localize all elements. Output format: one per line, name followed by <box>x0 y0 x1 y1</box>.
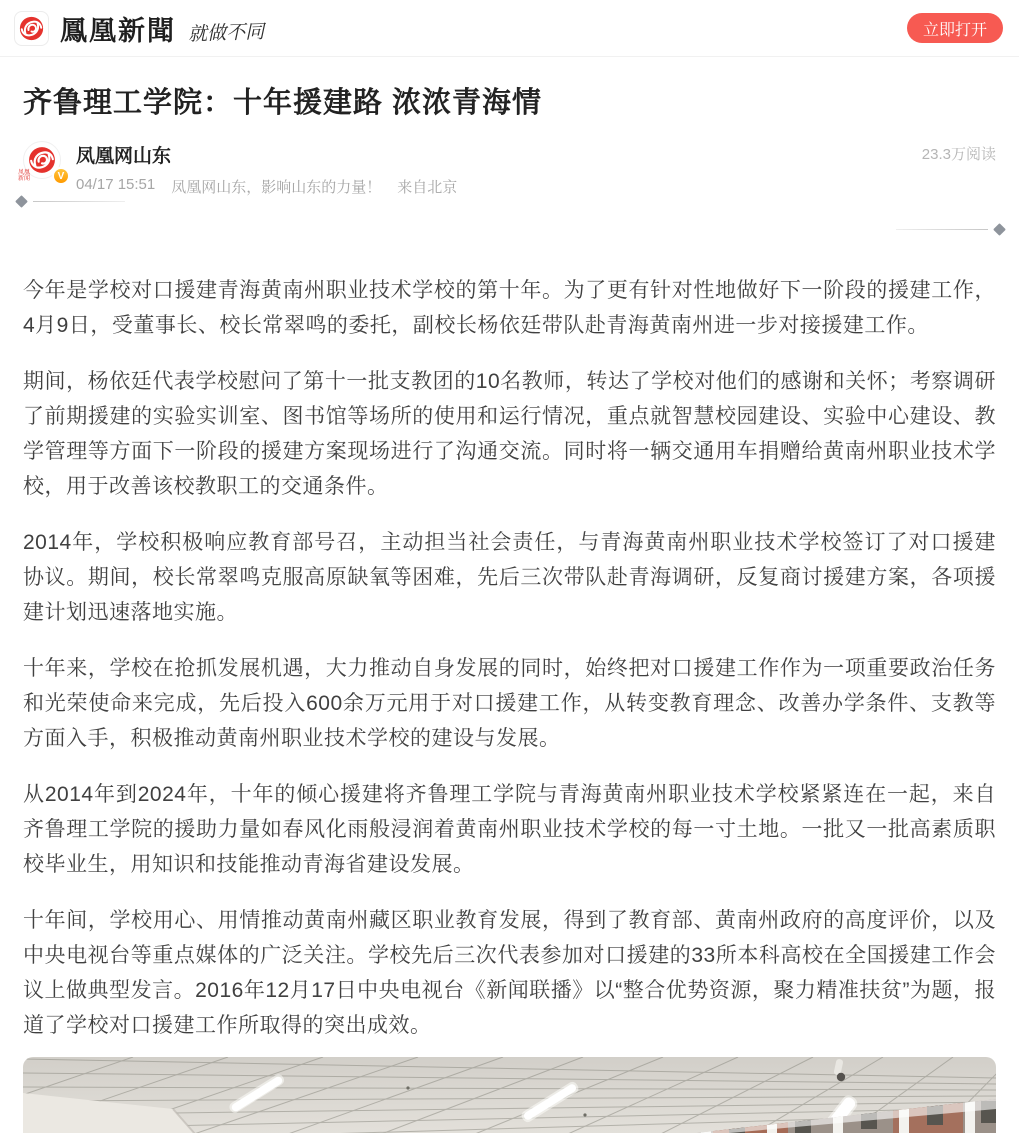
article-photo[interactable] <box>23 1057 996 1133</box>
phoenix-swirl-icon <box>18 15 45 42</box>
author-avatar[interactable] <box>18 141 65 182</box>
app-logo-icon[interactable] <box>14 11 49 46</box>
author-description: 凤凰网山东，影响山东的力量！ <box>171 179 382 196</box>
paragraph: 十年来，学校在抢抓发展机遇，大力推动自身发展的同时，始终把对口援建工作作为一项重要政治任务和光荣使命来完成，先后投入600余万元用于对口援建工作，从转变教育理念、改善办学条件、支教等方面入手，积极推动黄南州职业技术学校的建设与发展。 <box>23 657 996 750</box>
avatar-watermark: 凤凰新闻 <box>18 170 31 182</box>
divider-line <box>896 229 988 230</box>
app-name: 鳳凰新聞 <box>60 15 176 47</box>
diamond-icon <box>15 195 28 208</box>
app-slogan: 就做不同 <box>187 20 265 45</box>
publish-time: 04/17 15:51 <box>76 176 156 193</box>
publish-location: 来自北京 <box>397 179 458 196</box>
divider-ornament-left <box>17 197 125 206</box>
paragraph: 今年是学校对口援建青海黄南州职业技术学校的第十年。为了更有针对性地做好下一阶段的援建工作，4月9日，受董事长、校长常翠鸣的委托，副校长杨依廷带队赴青海黄南州进一步对接援建工作。 <box>23 279 996 337</box>
author-name[interactable]: 凤凰网山东 <box>76 146 172 167</box>
paragraph: 2014年，学校积极响应教育部号召，主动担当社会责任，与青海黄南州职业技术学校签订了对口援建协议。期间，校长常翠鸣克服高原缺氧等困难，先后三次带队赴青海调研，反复商讨援建方案，各项援建计划迅速落地实施。 <box>23 531 996 624</box>
verified-badge-icon: V <box>52 167 70 185</box>
classroom-ceiling-image <box>23 1057 996 1133</box>
paragraph: 从2014年到2024年，十年的倾心援建将齐鲁理工学院与青海黄南州职业技术学校紧紧连在一起，来自齐鲁理工学院的援助力量如春风化雨般浸润着黄南州职业技术学校的每一寸土地。一批又一批高素质职校毕业生，用知识和技能推动青海省建设发展。 <box>23 783 996 876</box>
paragraph: 期间，杨依廷代表学校慰问了第十一批支教团的10名教师，转达了学校对他们的感谢和关怀；考察调研了前期援建的实验实训室、图书馆等场所的使用和运行情况，重点就智慧校园建设、实验中心建设、教学管理等方面下一阶段的援建方案现场进行了沟通交流。同时将一辆交通用车捐赠给黄南州职业技术学校，用于改善该校教职工的交通条件。 <box>23 370 996 498</box>
app-header <box>0 0 1019 57</box>
article-title: 齐鲁理工学院：十年援建路 浓浓青海情 <box>23 87 543 119</box>
read-count: 23.3万阅读 <box>921 146 996 163</box>
divider-ornament-right <box>896 225 1004 234</box>
author-row <box>18 141 996 197</box>
article-body <box>0 273 1019 1133</box>
paragraph: 十年间，学校用心、用情推动黄南州藏区职业教育发展，得到了教育部、黄南州政府的高度评价，以及中央电视台等重点媒体的广泛关注。学校先后三次代表参加对口援建的33所本科高校在全国援建工作会议上做典型发言。2016年12月17日中央电视台《新闻联播》以“整合优势资源，聚力精准扶贫”为题，报道了学校对口援建工作所取得的突出成效。 <box>23 909 996 1037</box>
author-meta <box>76 176 457 197</box>
divider-line <box>33 201 125 202</box>
open-app-button[interactable]: 立即打开 <box>907 13 1003 43</box>
diamond-icon <box>993 223 1006 236</box>
author-info <box>76 141 457 197</box>
